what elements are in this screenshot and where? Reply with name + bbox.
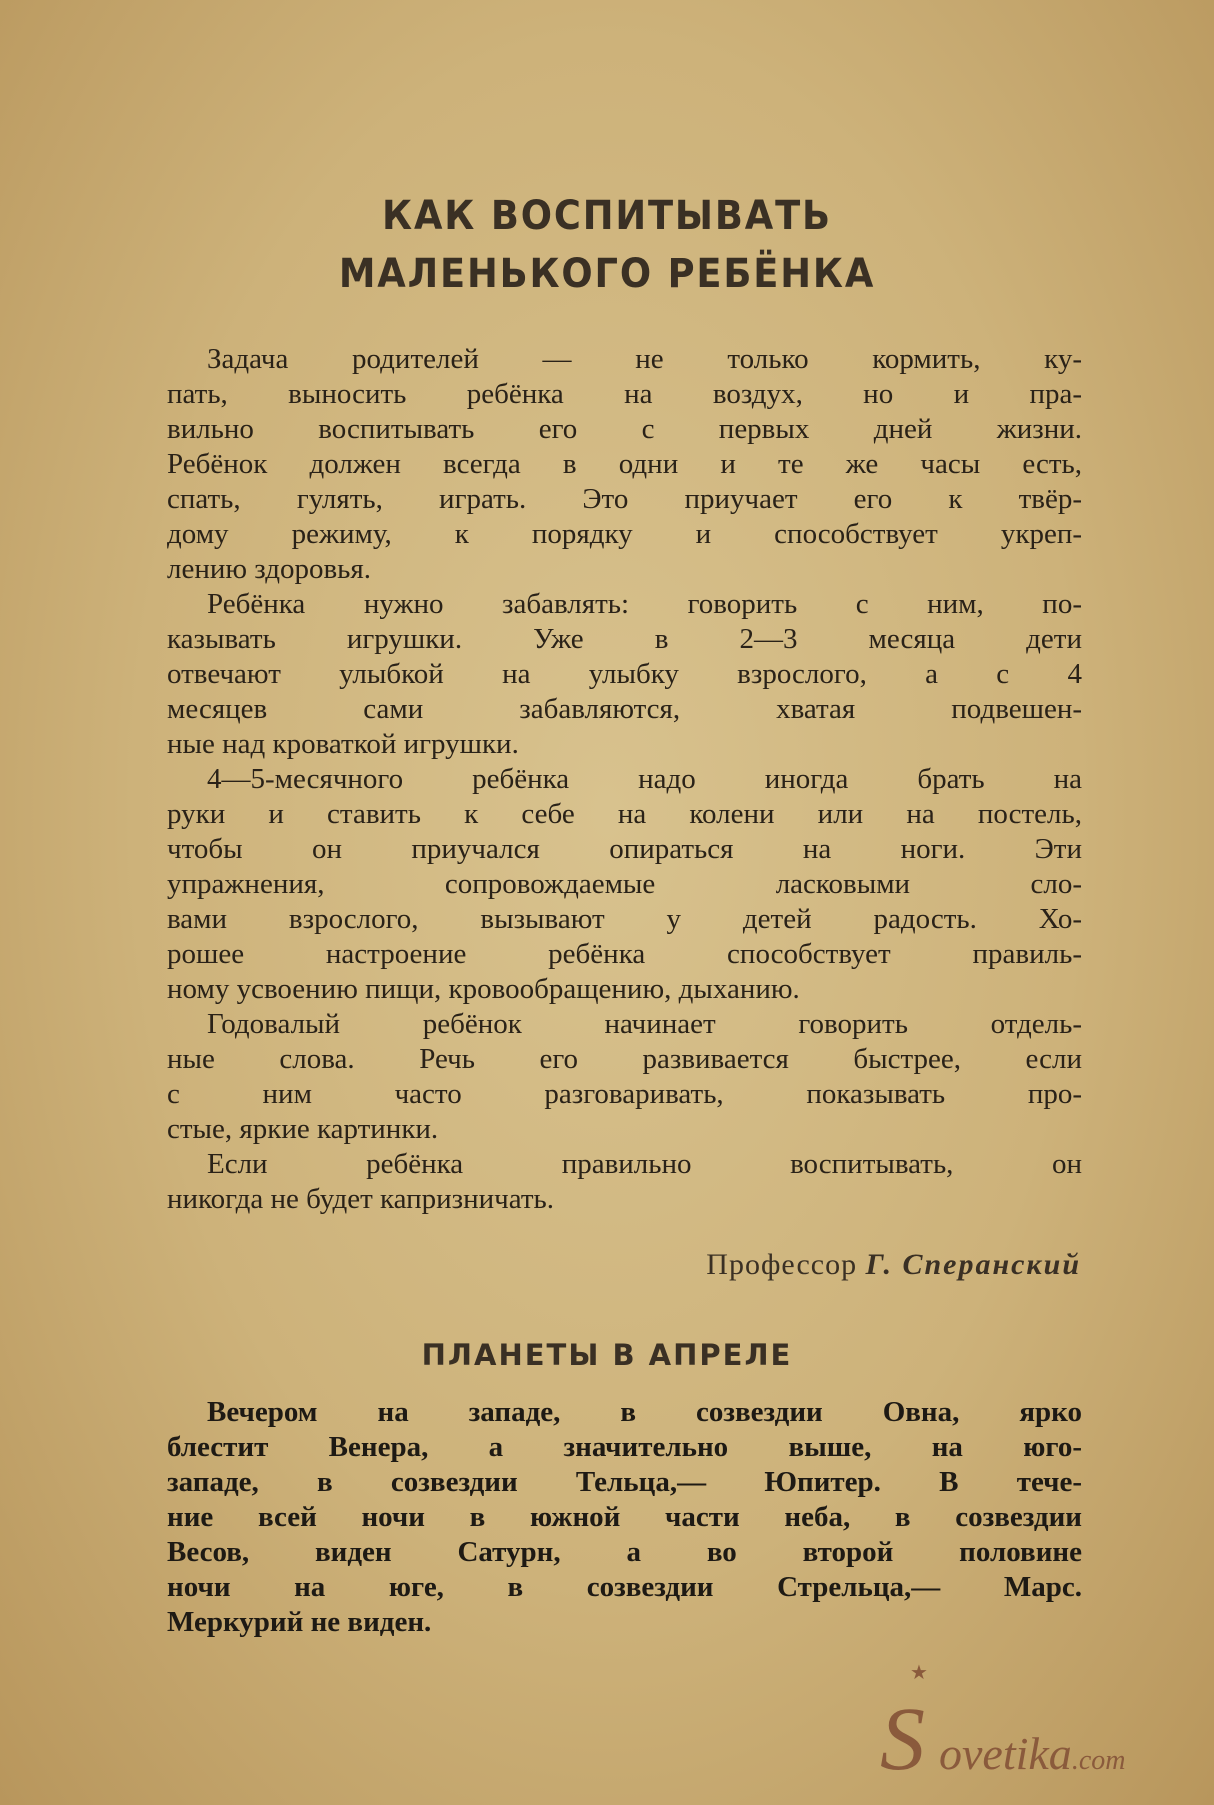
text-line: никогда не будет капризничать.	[167, 1183, 555, 1215]
text-line: вами взрослого, вызывают у детей радость. Хо-	[167, 903, 1082, 935]
section-title: ПЛАНЕТЫ В АПРЕЛЕ	[421, 1338, 793, 1372]
text-line: спать, гулять, играть. Это приучает его к твёр-	[167, 483, 1082, 515]
signature-title: Профессор	[706, 1248, 858, 1281]
text-line: ние всей ночи в южной части неба, в созвездии	[167, 1501, 1082, 1533]
text-line: ночи на юге, в созвездии Стрельца,— Марс.	[167, 1571, 1082, 1603]
text-line: ные слова. Речь его развивается быстрее, если	[167, 1043, 1082, 1075]
text-line: рошее настроение ребёнка способствует правиль-	[167, 938, 1082, 970]
article-title-line-1: КАК ВОСПИТЫВАТЬ	[382, 193, 832, 239]
text-line: блестит Венера, а значительно выше, на юго-	[167, 1431, 1082, 1463]
text-line: Ребёнок должен всегда в одни и те же часы есть,	[167, 448, 1082, 480]
logo-initial: S	[880, 1690, 925, 1789]
text-line: с ним часто разговаривать, показывать про-	[167, 1078, 1082, 1110]
text-line: ному усвоению пищи, кровообращению, дыханию.	[167, 973, 800, 1005]
article-title-line-2: МАЛЕНЬКОГО РЕБЁНКА	[338, 251, 876, 297]
signature-name: Г. Сперанский	[865, 1248, 1081, 1281]
text-line: Вечером на западе, в созвездии Овна, ярко	[207, 1396, 1082, 1428]
text-line: Меркурий не виден.	[167, 1606, 432, 1638]
article-body	[167, 342, 1082, 1217]
text-line: западе, в созвездии Тельца,— Юпитер. В тече-	[167, 1466, 1082, 1498]
text-line: дому режиму, к порядку и способствует укреп-	[167, 518, 1082, 550]
text-line: отвечают улыбкой на улыбку взрослого, а с 4	[167, 658, 1082, 690]
logo-wordmark: ovetika.com	[939, 1728, 1126, 1779]
text-line: вильно воспитывать его с первых дней жизни.	[167, 413, 1082, 445]
text-line: ные над кроваткой игрушки.	[167, 728, 519, 760]
text-line: Задача родителей — не только кормить, ку-	[207, 343, 1082, 375]
text-line: чтобы он приучался опираться на ноги. Эти	[167, 833, 1082, 865]
text-line: месяцев сами забавляются, хватая подвешен-	[167, 693, 1082, 725]
watermark-logo	[870, 1662, 1210, 1802]
text-line: 4—5-месячного ребёнка надо иногда брать на	[207, 763, 1082, 795]
text-line: Годовалый ребёнок начинает говорить отдель-	[207, 1008, 1082, 1040]
text-line: руки и ставить к себе на колени или на постель,	[167, 798, 1082, 830]
planets-body	[167, 1395, 1082, 1640]
text-line: Весов, виден Сатурн, а во второй половине	[167, 1536, 1082, 1568]
text-line: пать, выносить ребёнка на воздух, но и пра-	[167, 378, 1082, 410]
star-icon: ★	[910, 1662, 928, 1684]
text-line: Если ребёнка правильно воспитывать, он	[207, 1148, 1082, 1180]
text-line: Ребёнка нужно забавлять: говорить с ним, по-	[207, 588, 1082, 620]
text-line: стые, яркие картинки.	[167, 1113, 439, 1145]
signature	[706, 1247, 1081, 1283]
text-line: лению здоровья.	[167, 553, 371, 585]
text-line: упражнения, сопровождаемые ласковыми сло-	[167, 868, 1082, 900]
text-line: казывать игрушки. Уже в 2—3 месяца дети	[167, 623, 1082, 655]
